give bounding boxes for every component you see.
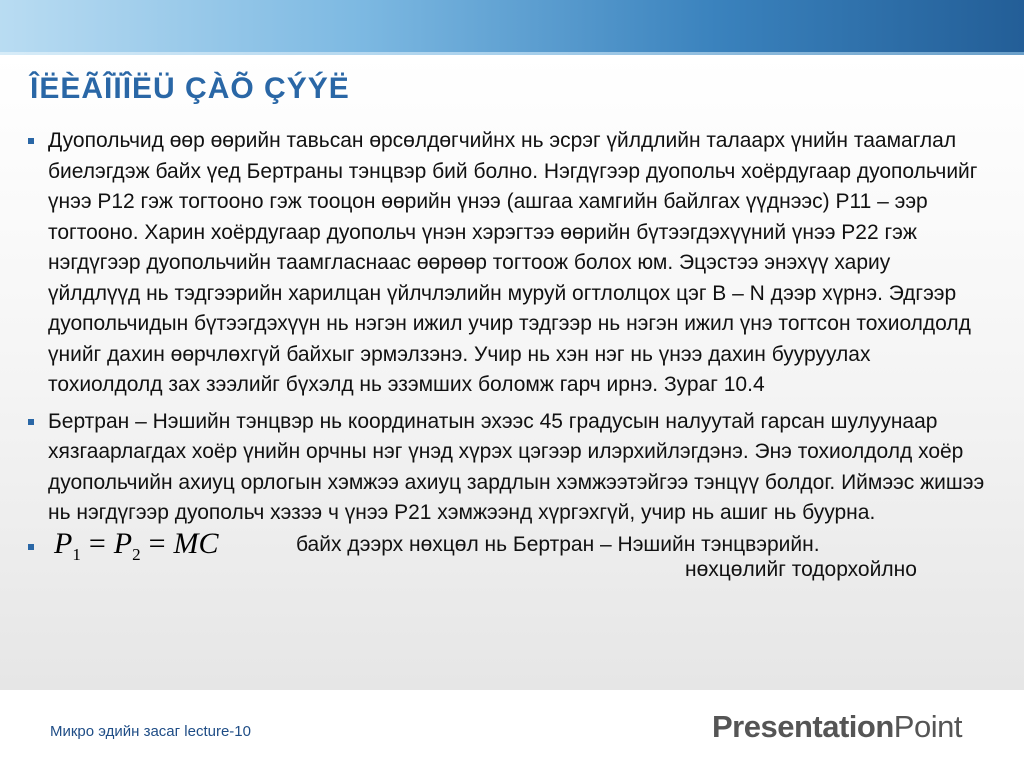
bullet-formula: [28, 526, 988, 593]
bullet-square-icon: [28, 138, 34, 144]
bullet-square-icon: [28, 544, 34, 550]
paragraph-1-text: Дуопольчид өөр өөрийн тавьсан өрсөлдөгчийнх нь эсрэг үйлдлийн талаарх үнийн таамаглал биелэгдэж байх үед Бертраны тэнцвэр бий болно. Нэгдүгээр дуопольч хоёрдугаар дуопольчийг үнээ Р12 гэж тогтооно гэж тооцон өөрийн үнээ (ашгаа хамгийн байлгах үүднээс) Р11 – ээр тогтооно. Харин хоёрдугаар дуопольч үнэн хэрэгтээ өөрийн бүтээгдэхүүний үнээ Р22 гэж нэгдүгээр дуопольчийн таамгласнаас өөрөөр тогтоож болох юм. Эцэстээ энэхүү хариу үйлдлүүд нь тэдгээрийн харилцан үйлчлэлийн муруй огтлолцох цэг В – N дээр хүрнэ. Эдгээр дуопольчидын бүтээгдэхүүн нь нэгэн ижил учир тэдгээр нь нэгэн ижил үнэ тогтсон тохиолдолд үнийг дахин өөрчлөхгүй байхыг эрмэлзэнэ. Учир нь хэн нэг нь үнээ дахин бууруулах тохиолдолд зах зээлийг бүхэлд нь эзэмших боломж гарч ирнэ. Зураг 10.4: [48, 129, 978, 396]
slide-title: ÎËÈÃÎÏÎËÜ ÇÀÕ ÇÝÝË: [30, 72, 350, 105]
slide-body: [28, 126, 988, 599]
presentationpoint-logo: [712, 709, 962, 745]
footer-course-label: Микро эдийн засаг lecture-10: [50, 723, 251, 740]
formula-p2: P: [113, 526, 133, 560]
formula-equals-1: =: [88, 526, 106, 560]
formula-sub-2: 2: [132, 544, 141, 564]
condition-text-line-2: нөхцөлийг тодорхойлно: [685, 557, 917, 581]
formula-equals-2: =: [148, 526, 166, 560]
top-header-bar: [0, 0, 1024, 52]
bullet-paragraph-2: [28, 407, 988, 529]
bullet-square-icon: [28, 419, 34, 425]
paragraph-2-text: Бертран – Нэшийн тэнцвэр нь координатын эхээс 45 градусын налуутай гарсан шулуунаар хязгаарлагдах хоёр үнийн орчны нэг үнэд хүрэх цэгээр илэрхийлэгдэнэ. Энэ тохиолдолд хоёр дуопольчийн ахиуц орлогын хэмжээ ахиуц зардлын хэмжээтэйгээ тэнцүү болдог. Иймээс жишээ нь нэгдүгээр дуопольч хэзээ ч үнээ Р21 хэмжээнд хүргэхгүй, учир нь ашиг нь буурна.: [48, 409, 985, 524]
formula-sub-1: 1: [72, 544, 81, 564]
condition-text-line-1: байх дээрх нөхцөл нь Бертран – Нэшийн тэнцвэрийн.: [296, 532, 820, 556]
logo-regular-part: Point: [893, 709, 962, 744]
bullet-paragraph-1: [28, 126, 988, 401]
formula-p1: P: [54, 526, 73, 560]
formula-mc: MC: [173, 526, 219, 560]
equilibrium-formula: [54, 526, 219, 571]
logo-bold-part: Presentation: [712, 709, 894, 744]
